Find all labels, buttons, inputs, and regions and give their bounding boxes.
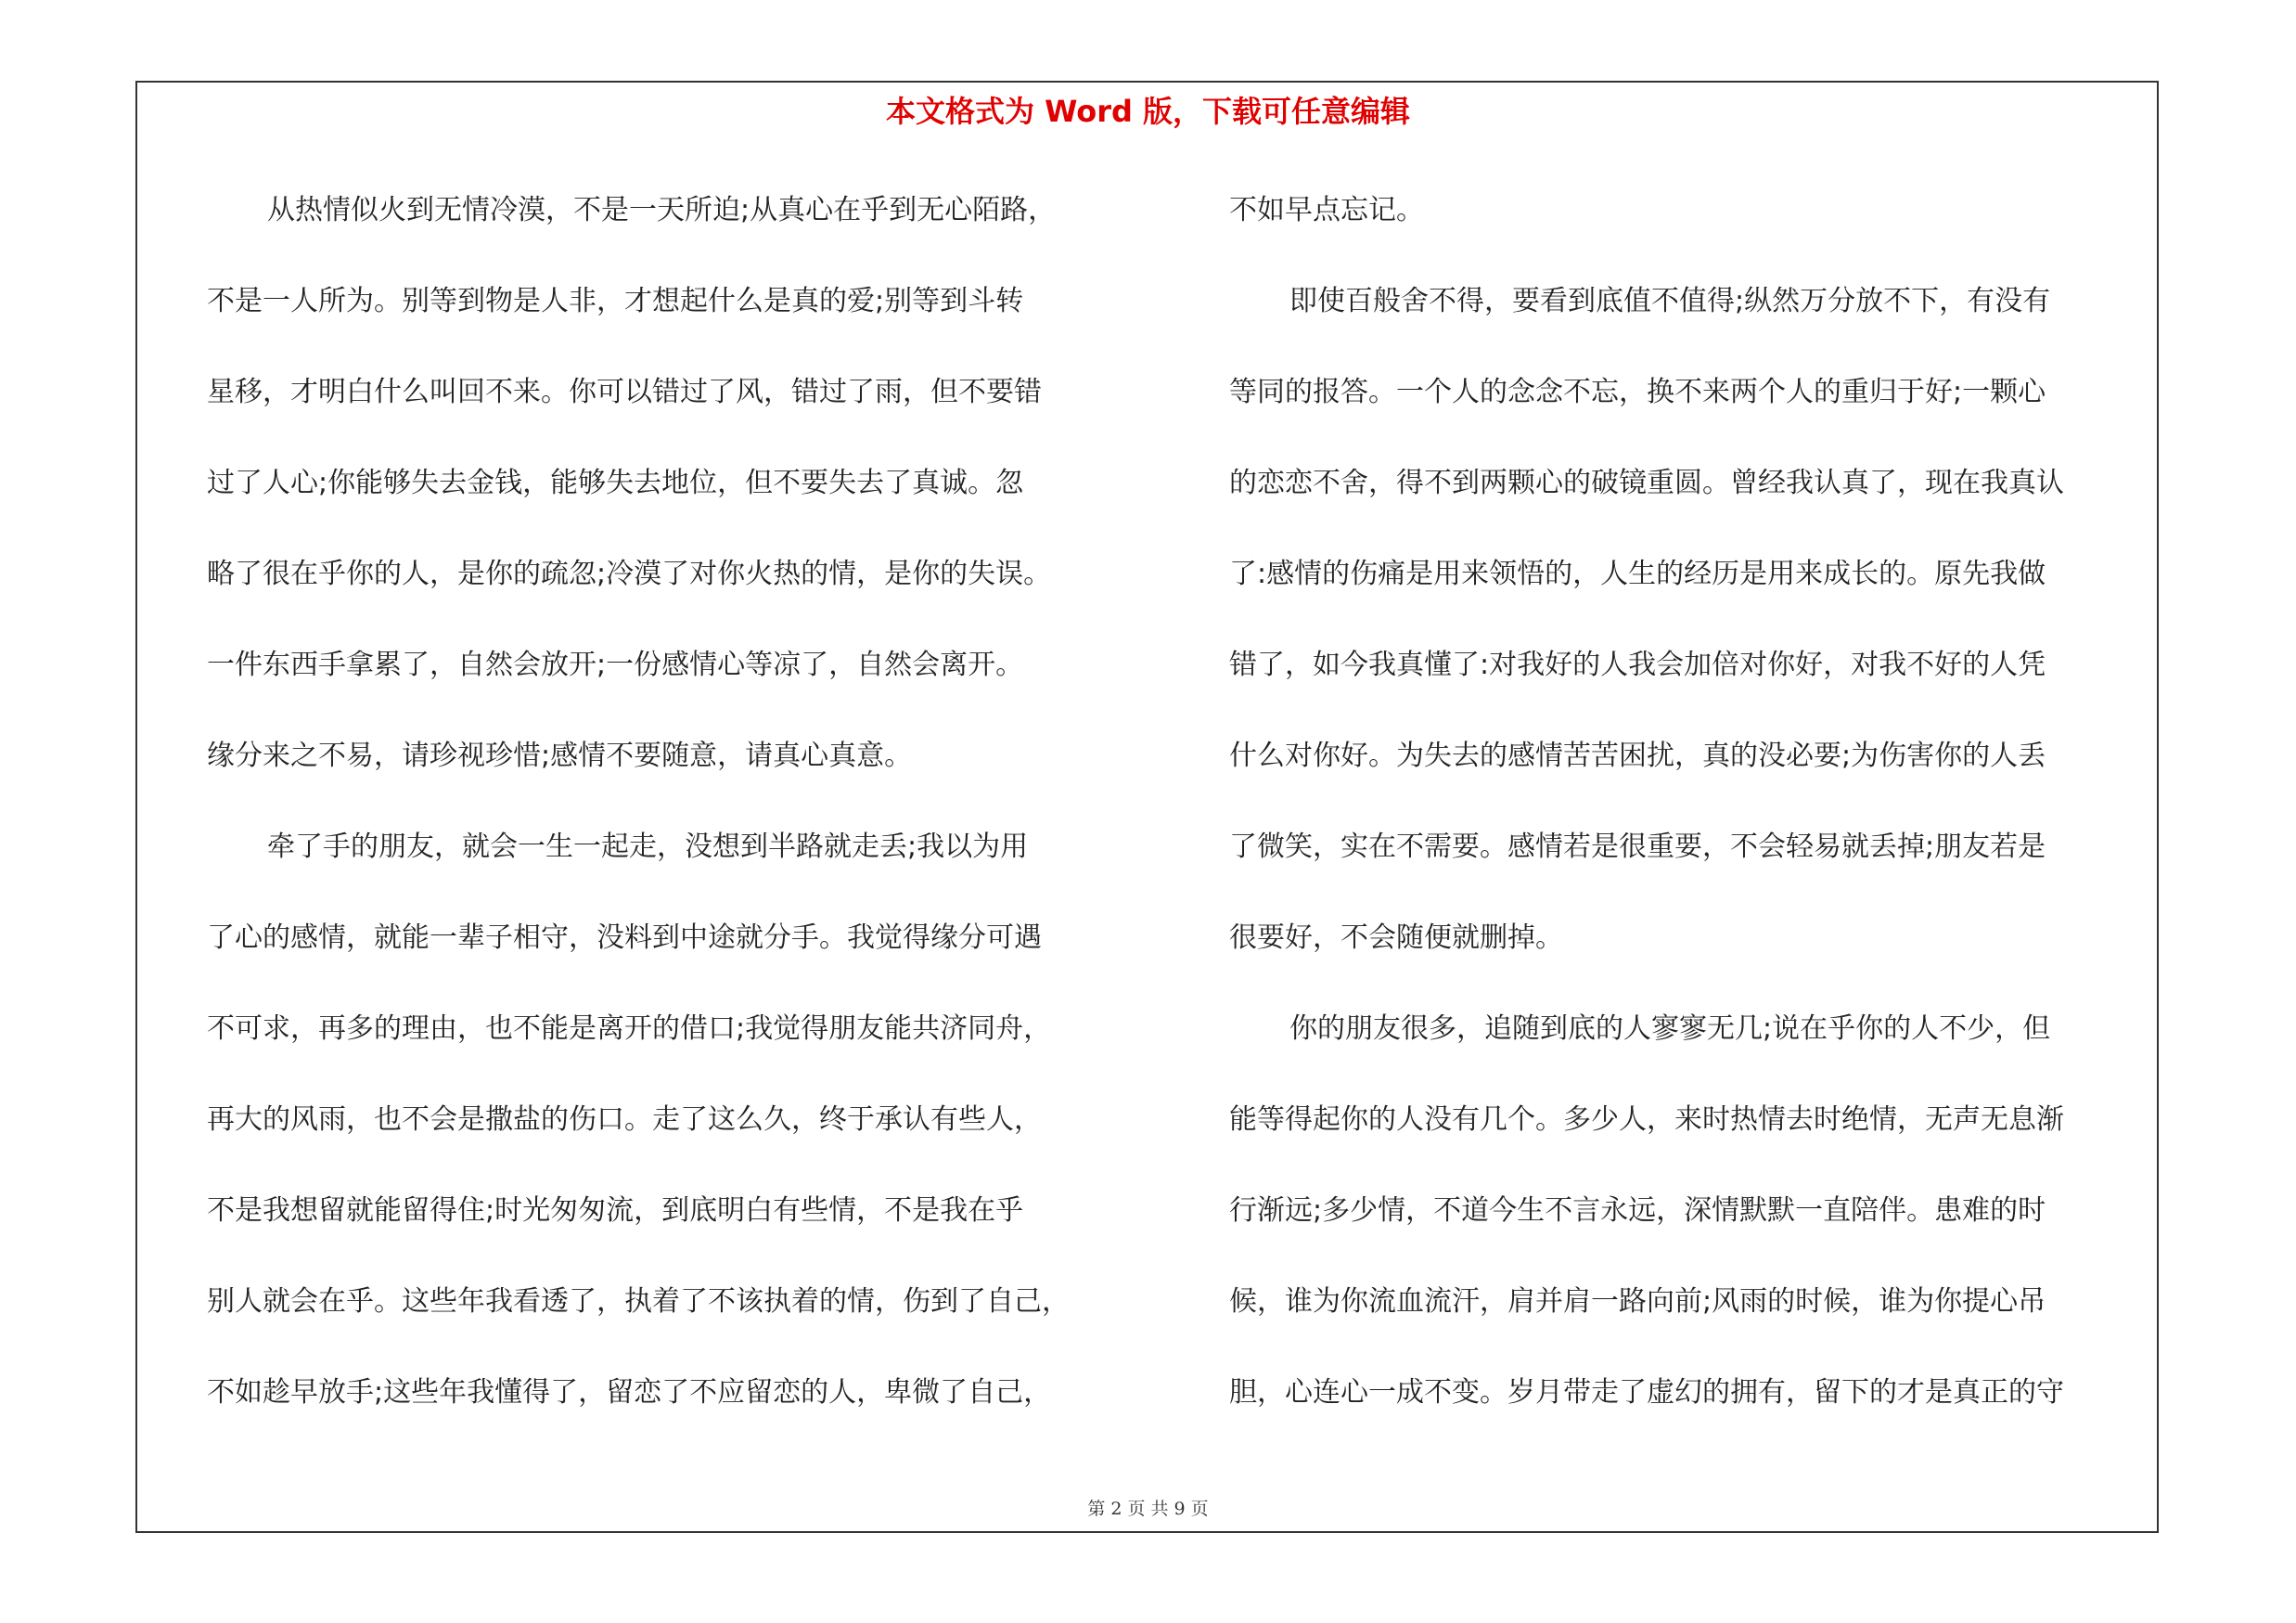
- word-format-banner: 本文格式为 Word 版，下载可任意编辑: [885, 94, 1411, 129]
- text-line: 错了，如今我真懂了:对我好的人我会加倍对你好，对我不好的人凭: [1229, 649, 2046, 681]
- left-text-column: [207, 184, 1148, 1457]
- text-line: 不如早点忘记。: [1229, 194, 1424, 226]
- text-line: 能等得起你的人没有几个。多少人，来时热情去时绝情，无声无息渐: [1229, 1103, 2064, 1136]
- text-line: 候，谁为你流血流汗，肩并肩一路向前;风雨的时候，谁为你提心吊: [1229, 1285, 2046, 1318]
- text-line: 了:感情的伤痛是用来领悟的，人生的经历是用来成长的。原先我做: [1229, 558, 2046, 590]
- text-line: 什么对你好。为失去的感情苦苦困扰，真的没必要;为伤害你的人丢: [1229, 740, 2046, 772]
- text-line: 不如趁早放手;这些年我懂得了，留恋了不应留恋的人，卑微了自己，: [207, 1376, 1052, 1409]
- text-line: 的恋恋不舍，得不到两颗心的破镜重圆。曾经我认真了，现在我真认: [1229, 467, 2064, 499]
- text-line: 星移，才明白什么叫回不来。你可以错过了风，错过了雨，但不要错: [207, 376, 1042, 408]
- text-line: 很要好，不会随便就删掉。: [1229, 921, 1563, 954]
- text-line: 了微笑，实在不需要。感情若是很重要，不会轻易就丢掉;朋友若是: [1229, 831, 2046, 863]
- text-line: 胆，心连心一成不变。岁月带走了虚幻的拥有，留下的才是真正的守: [1229, 1376, 2064, 1409]
- text-line: 不是我想留就能留得住;时光匆匆流，到底明白有些情，不是我在乎: [207, 1194, 1024, 1227]
- right-text-column: [1229, 184, 2166, 1457]
- text-line: 不是一人所为。别等到物是人非，才想起什么是真的爱;别等到斗转: [207, 285, 1024, 317]
- text-line: 牵了手的朋友，就会一生一起走，没想到半路就走丢;我以为用: [267, 831, 1029, 863]
- text-line: 即使百般舍不得，要看到底值不值得;纵然万分放不下，有没有: [1289, 285, 2051, 317]
- text-line: 你的朋友很多，追随到底的人寥寥无几;说在乎你的人不少，但: [1289, 1012, 2051, 1045]
- text-line: 再大的风雨，也不会是撒盐的伤口。走了这么久，终于承认有些人，: [207, 1103, 1042, 1136]
- text-line: 不可求，再多的理由，也不能是离开的借口;我觉得朋友能共济同舟，: [207, 1012, 1052, 1045]
- text-line: 略了很在乎你的人，是你的疏忽;冷漠了对你火热的情，是你的失误。: [207, 558, 1052, 590]
- text-line: 了心的感情，就能一辈子相守，没料到中途就分手。我觉得缘分可遇: [207, 921, 1042, 954]
- text-line: 从热情似火到无情冷漠，不是一天所迫;从真心在乎到无心陌路，: [267, 194, 1057, 226]
- text-line: 别人就会在乎。这些年我看透了，执着了不该执着的情，伤到了自己，: [207, 1285, 1070, 1318]
- text-line: 行渐远;多少情，不道今生不言永远，深情默默一直陪伴。患难的时: [1229, 1194, 2046, 1227]
- text-line: 一件东西手拿累了，自然会放开;一份感情心等凉了，自然会离开。: [207, 649, 1024, 681]
- text-line: 等同的报答。一个人的念念不忘，换不来两个人的重归于好;一颗心: [1229, 376, 2046, 408]
- page-number-footer: 第 2 页 共 9 页: [1087, 1499, 1209, 1519]
- text-line: 过了人心;你能够失去金钱，能够失去地位，但不要失去了真诚。忽: [207, 467, 1024, 499]
- text-line: 缘分来之不易，请珍视珍惜;感情不要随意，请真心真意。: [207, 740, 913, 772]
